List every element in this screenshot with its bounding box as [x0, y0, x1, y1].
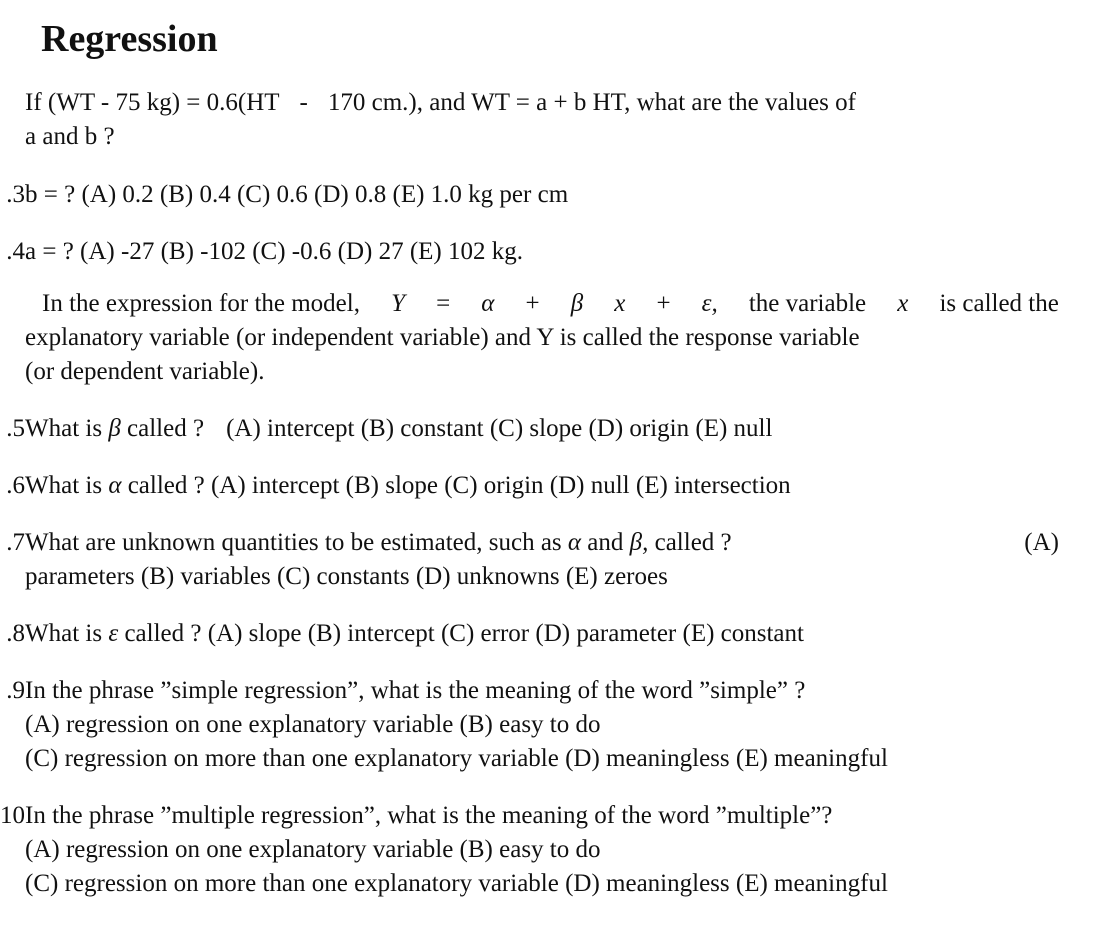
math-symbol: x [614, 290, 626, 317]
math-symbol: Y [391, 290, 405, 317]
question-number: 6. [6, 472, 25, 499]
question-stem: What is [25, 472, 103, 499]
question-text: b = ? (A) 0.2 (B) 0.4 (C) 0.6 (D) 0.8 (E) 1.0 kg per cm [25, 181, 569, 208]
model-text: the variable [748, 290, 867, 317]
question-option-a-label: (A) [1024, 529, 1059, 556]
math-operator: = [436, 290, 451, 317]
question-line-2: parameters (B) variables (C) constants (D) unknowns (E) zeroes [25, 563, 668, 590]
question-number: 9. [6, 677, 25, 704]
model-text: In the expression for the model, [42, 290, 360, 317]
intro-line-1 [25, 86, 1059, 120]
question-stem: What is [25, 620, 103, 647]
question-text [25, 469, 1059, 503]
question-stem: What is [25, 415, 103, 442]
question-line-1 [25, 526, 1059, 560]
math-symbol: ε [108, 620, 119, 647]
question-10 [0, 799, 1059, 901]
question-line-2: (A) regression on one explanatory variable (B) easy to do [25, 836, 601, 863]
math-operator: + [525, 290, 540, 317]
question-4 [6, 235, 1059, 269]
question-number: 7. [6, 529, 25, 556]
page-title: Regression [41, 18, 218, 60]
model-line-2: explanatory variable (or independent variable) and Y is called the response variable [25, 324, 860, 351]
question-options: called ? (A) intercept (B) slope (C) origin (D) null (E) intersection [127, 472, 791, 499]
question-text [25, 617, 1059, 651]
question-3 [6, 178, 1059, 212]
question-7 [6, 526, 1059, 594]
question-number: 3. [6, 181, 25, 208]
question-line-1: In the phrase ”multiple regression”, what is the meaning of the word ”multiple”? [25, 802, 833, 829]
question-stem [25, 526, 732, 560]
math-symbol: β [108, 415, 121, 442]
model-paragraph [25, 287, 1059, 389]
intro-problem [25, 86, 1059, 154]
math-symbol: β, [629, 529, 649, 556]
intro-equation-minus: - [299, 89, 308, 116]
question-line-2: (A) regression on one explanatory variable (B) easy to do [25, 711, 601, 738]
question-number: 10 [0, 802, 25, 829]
question-line-3: (C) regression on more than one explanatory variable (D) meaningless (E) meaningful [25, 870, 888, 897]
math-symbol: x [897, 290, 909, 317]
question-stem-text: What are unknown quantities to be estimated, such as [25, 529, 562, 556]
question-stem: called ? [127, 415, 205, 442]
model-text: is called the [939, 290, 1059, 317]
question-text: a = ? (A) -27 (B) -102 (C) -0.6 (D) 27 (E) 102 kg. [25, 238, 523, 265]
model-line-3: (or dependent variable). [25, 358, 265, 385]
question-number: 8. [6, 620, 25, 647]
math-symbol: β [570, 290, 584, 317]
question-8 [6, 617, 1059, 651]
question-5 [6, 412, 1059, 446]
question-stem-text: called ? [654, 529, 732, 556]
intro-line-2: a and b ? [25, 123, 115, 150]
question-line-3: (C) regression on more than one explanatory variable (D) meaningless (E) meaningful [25, 745, 888, 772]
math-symbol: α [481, 290, 495, 317]
math-operator: + [656, 290, 671, 317]
math-symbol: α [567, 529, 582, 556]
question-line-1: In the phrase ”simple regression”, what is the meaning of the word ”simple” ? [25, 677, 806, 704]
question-number: 4. [6, 238, 25, 265]
question-stem-text: and [587, 529, 624, 556]
math-symbol: ε, [701, 290, 718, 317]
question-6 [6, 469, 1059, 503]
question-options: called ? (A) slope (B) intercept (C) error (D) parameter (E) constant [124, 620, 804, 647]
question-number: 5. [6, 415, 25, 442]
intro-equation-right: 170 cm.), and WT = a + b HT, what are the values of [327, 89, 856, 116]
question-options: (A) intercept (B) constant (C) slope (D) origin (E) null [226, 415, 773, 442]
question-text [25, 412, 1059, 446]
math-symbol: α [108, 472, 122, 499]
intro-equation-left: If (WT - 75 kg) = 0.6(HT [25, 89, 280, 116]
model-line-1 [25, 287, 1059, 321]
question-9 [6, 674, 1059, 776]
